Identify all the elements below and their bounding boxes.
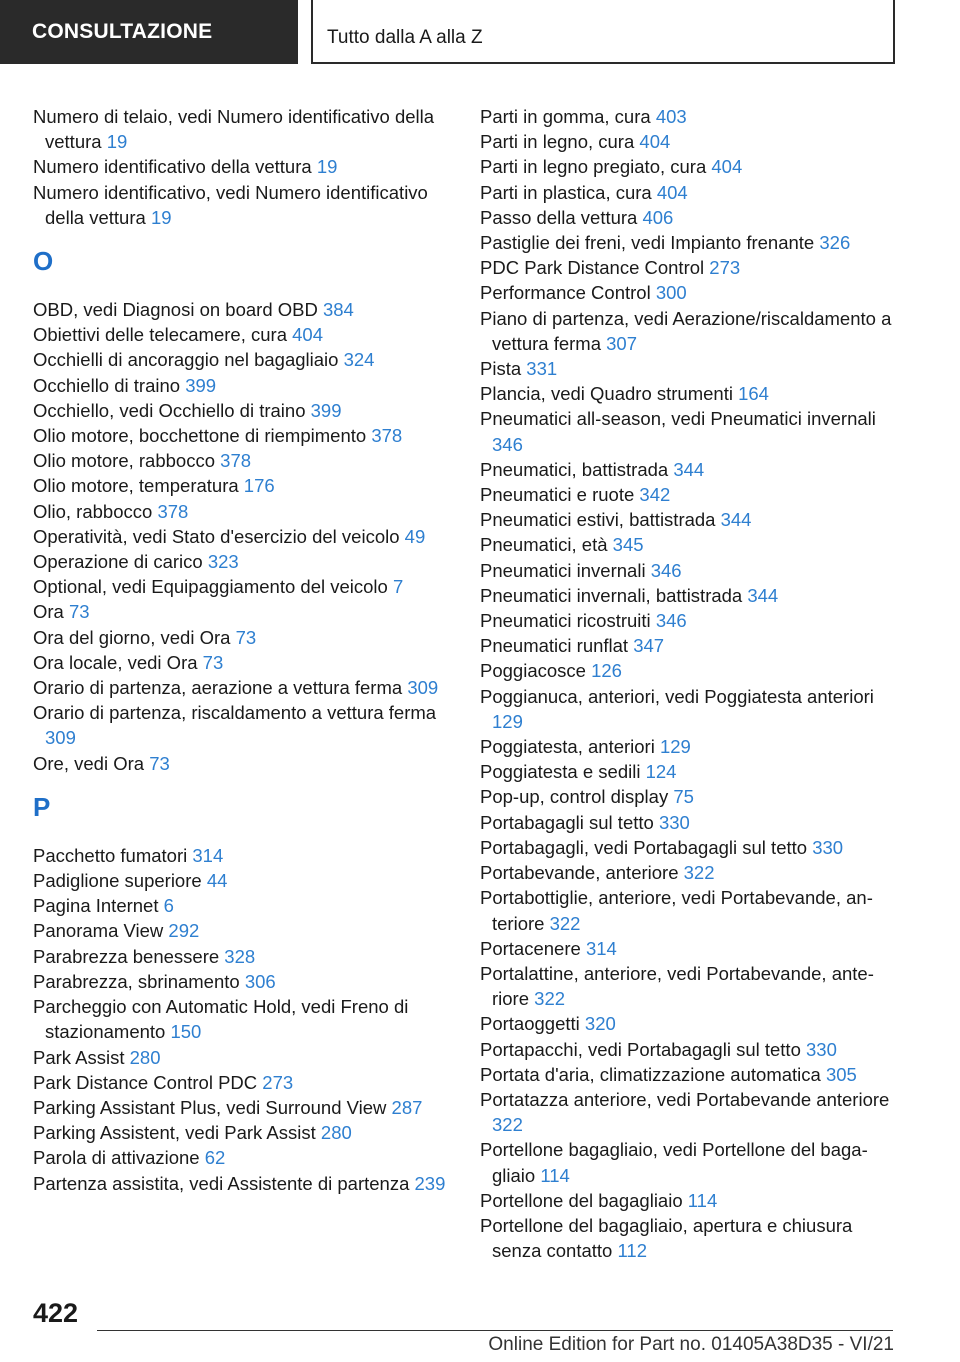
index-entry-text: Portellone bagagliaio, vedi Portellone del bagagliaio: [480, 1139, 868, 1186]
index-entry: [480, 936, 900, 961]
index-entry-text: PDC Park Distance Control: [480, 257, 705, 279]
index-entry-text: Panorama View: [33, 920, 164, 942]
index-entry: [480, 154, 900, 179]
index-entry: [480, 784, 900, 809]
page-reference-link[interactable]: 62: [204, 1147, 226, 1169]
page-reference-link[interactable]: 73: [68, 601, 90, 623]
index-entry-text: Partenza assistita, vedi Assistente di partenza: [33, 1172, 410, 1194]
page-reference-link[interactable]: 326: [819, 232, 851, 254]
index-entry: [33, 473, 453, 498]
page-reference-link[interactable]: 345: [612, 534, 644, 556]
index-entry: [480, 1137, 900, 1187]
index-entry-text: Optional, vedi Equipaggiamento del veicolo: [33, 576, 388, 598]
index-entry: [480, 532, 900, 557]
chapter-title: Tutto dalla A alla Z: [327, 27, 483, 48]
page-reference-link[interactable]: 126: [591, 660, 622, 682]
index-entry: [33, 1070, 453, 1095]
index-entry-text: Portalattine, anteriore, vedi Portabevande, anteriore: [480, 962, 874, 1010]
index-entry-text: Pneumatici invernali, battistrada: [480, 584, 743, 606]
index-entry: [480, 961, 900, 1011]
page-reference-link[interactable]: 378: [371, 425, 403, 447]
page-reference-link[interactable]: 150: [170, 1021, 202, 1043]
page-number: 422: [33, 1298, 79, 1328]
index-entry: [33, 1095, 453, 1120]
index-entry-text: Pop-up, control display: [480, 786, 669, 808]
index-entry: [480, 608, 900, 633]
index-entry-text: Olio motore, bocchettone di riempimento: [33, 425, 367, 447]
index-entry-text: Portaoggetti: [480, 1013, 580, 1035]
page-reference-link[interactable]: 75: [673, 786, 694, 808]
page-reference-link[interactable]: 73: [149, 752, 170, 774]
index-entry: [33, 1145, 453, 1170]
index-entry: [33, 549, 453, 574]
index-entry-text: Portabottiglie, anteriore, vedi Portabevande, anteriore: [480, 887, 873, 934]
index-entry: [480, 1213, 900, 1263]
index-entry-text: Pista: [480, 358, 522, 380]
index-entry-text: Portacenere: [480, 937, 581, 959]
page-reference-link[interactable]: 322: [549, 912, 581, 934]
page-reference-link[interactable]: 7: [392, 576, 404, 598]
index-entry-text: Occhiello di traino: [33, 374, 181, 396]
page-reference-link[interactable]: 404: [711, 156, 743, 178]
index-entry: [33, 154, 453, 179]
index-entry-text: Pneumatici ricostruiti: [480, 610, 651, 632]
index-entry-text: Parti in plastica, cura: [480, 181, 652, 203]
index-entry: [33, 893, 453, 918]
page-reference-link[interactable]: 342: [639, 484, 671, 506]
page-reference-link[interactable]: 330: [658, 811, 690, 833]
index-column-left: [33, 104, 453, 1196]
index-entry-text: Parabrezza, sbrinamento: [33, 970, 240, 992]
index-entry-text: Portellone del bagagliaio: [480, 1189, 683, 1211]
page-reference-link[interactable]: 403: [655, 106, 687, 127]
page-reference-link[interactable]: 344: [673, 458, 705, 480]
index-entry: [480, 684, 900, 734]
index-entry: [480, 507, 900, 532]
page-reference-link[interactable]: 324: [343, 349, 375, 371]
page-reference-link[interactable]: 322: [492, 1114, 523, 1136]
index-entry: [33, 944, 453, 969]
index-entry-text: Portellone del bagagliaio, apertura e chiusura senza contatto: [480, 1214, 853, 1262]
index-entry-text: Portabagagli, vedi Portabagagli sul tetto: [480, 836, 808, 858]
page-reference-link[interactable]: 44: [206, 870, 228, 892]
page-reference-link[interactable]: 344: [747, 584, 779, 606]
page-reference-link[interactable]: 384: [322, 299, 354, 321]
index-entry: [33, 574, 453, 599]
section-title: CONSULTAZIONE: [32, 20, 213, 43]
page-reference-link[interactable]: 314: [585, 937, 617, 959]
index-entry-text: Ora del giorno, vedi Ora: [33, 626, 231, 648]
page-reference-link[interactable]: 306: [244, 970, 276, 992]
index-entry-text: Parabrezza benessere: [33, 945, 220, 967]
page-reference-link[interactable]: 19: [316, 156, 338, 178]
chapter-header: [311, 0, 895, 64]
index-entry: [33, 625, 453, 650]
index-entry: [480, 759, 900, 784]
index-entry: [480, 1188, 900, 1213]
index-entry-text: Ore, vedi Ora: [33, 752, 145, 774]
page-reference-link[interactable]: 114: [540, 1164, 570, 1186]
index-entry: [480, 129, 900, 154]
footer-divider: [97, 1330, 893, 1331]
index-entry-text: Operatività, vedi Stato d'esercizio del veicolo: [33, 525, 400, 547]
index-entry-text: Parking Assistant Plus, vedi Surround View: [33, 1096, 387, 1118]
index-entry-text: Pneumatici all-season, vedi Pneumatici invernali: [480, 408, 876, 430]
index-entry: [33, 347, 453, 372]
page-reference-link[interactable]: 124: [645, 761, 677, 783]
index-entry-text: Olio motore, rabbocco: [33, 450, 216, 472]
index-entry-text: Orario di partenza, aerazione a vettura ferma: [33, 677, 403, 699]
index-entry: [480, 1087, 900, 1137]
index-entry: [33, 1045, 453, 1070]
index-entry-text: Portapacchi, vedi Portabagagli sul tetto: [480, 1038, 801, 1060]
index-entry-text: Pneumatici, battistrada: [480, 458, 669, 480]
page-reference-link[interactable]: 114: [687, 1189, 718, 1211]
page-reference-link[interactable]: 399: [310, 399, 342, 421]
index-entry-text: Numero identificativo della vettura: [33, 156, 312, 178]
page-reference-link[interactable]: 378: [157, 500, 189, 522]
index-entry: [480, 104, 900, 129]
index-entry-text: Olio motore, temperatura: [33, 475, 239, 497]
index-entry: [480, 1037, 900, 1062]
index-entry-text: Pneumatici e ruote: [480, 484, 635, 506]
index-entry-text: Pneumatici runflat: [480, 635, 629, 657]
index-entry-text: Plancia, vedi Quadro strumenti: [480, 383, 733, 405]
index-entry-text: Performance Control: [480, 282, 651, 304]
page-reference-link[interactable]: 287: [391, 1096, 423, 1118]
index-entry: [33, 524, 453, 549]
index-entry-text: Ora: [33, 601, 64, 623]
index-entry: [480, 255, 900, 280]
index-entry-text: Pastiglie dei freni, vedi Impianto frenante: [480, 232, 815, 254]
index-entry-text: Operazione di carico: [33, 551, 203, 573]
index-entry-text: Orario di partenza, riscaldamento a vettura ferma: [33, 702, 437, 724]
index-entry: [33, 751, 453, 776]
index-entry: [33, 180, 453, 230]
section-header: [0, 0, 298, 64]
index-entry: [480, 885, 900, 935]
page-reference-link[interactable]: 344: [720, 509, 752, 531]
index-entry: [480, 734, 900, 759]
index-entry: [480, 583, 900, 608]
index-entry-text: Portatazza anteriore, vedi Portabevande anteriore: [480, 1088, 890, 1110]
index-entry: [480, 230, 900, 255]
index-entry: [33, 918, 453, 943]
index-entry: [480, 1062, 900, 1087]
page-reference-link[interactable]: 406: [642, 206, 674, 228]
index-entry: [480, 860, 900, 885]
index-entry: [33, 599, 453, 624]
index-entry-text: Obiettivi delle telecamere, cura: [33, 324, 287, 346]
index-entry-text: Pagina Internet: [33, 895, 159, 917]
index-entry-text: Parti in gomma, cura: [480, 106, 651, 127]
page-reference-link[interactable]: 404: [656, 181, 688, 203]
page-reference-link[interactable]: 346: [650, 559, 682, 581]
page-reference-link[interactable]: 129: [492, 710, 523, 732]
page-reference-link[interactable]: 309: [407, 677, 439, 699]
index-entry-text: Occhiello, vedi Occhiello di traino: [33, 399, 306, 421]
index-entry-text: Pneumatici estivi, battistrada: [480, 509, 716, 531]
page-reference-link[interactable]: 399: [185, 374, 217, 396]
page-reference-link[interactable]: 176: [243, 475, 275, 497]
index-entry-text: Portabevande, anteriore: [480, 862, 679, 884]
page-reference-link[interactable]: 273: [709, 257, 741, 279]
index-letter-heading: P: [33, 791, 51, 822]
index-entry: [480, 810, 900, 835]
page-reference-link[interactable]: 73: [235, 626, 257, 648]
index-entry: [33, 650, 453, 675]
index-entry: [480, 280, 900, 305]
index-entry-text: Padiglione superiore: [33, 870, 202, 892]
index-entry-text: Park Distance Control PDC: [33, 1071, 258, 1093]
index-entry: [480, 658, 900, 683]
page-reference-link[interactable]: 280: [320, 1122, 352, 1144]
page-reference-link[interactable]: 331: [526, 358, 558, 380]
page-reference-link[interactable]: 314: [192, 844, 224, 866]
index-entry: [33, 423, 453, 448]
page-reference-link[interactable]: 346: [492, 433, 523, 455]
page-reference-link[interactable]: 404: [639, 131, 671, 153]
index-entry-text: Piano di partenza, vedi Aerazione/riscaldamento a vettura ferma: [480, 307, 892, 354]
index-entry: [33, 1120, 453, 1145]
index-entry-text: Poggianuca, anteriori, vedi Poggiatesta anteriori: [480, 685, 874, 707]
index-entry: [33, 373, 453, 398]
index-entry-text: Parti in legno pregiato, cura: [480, 156, 707, 178]
page-reference-link[interactable]: 404: [292, 324, 323, 346]
index-entry: [480, 306, 900, 356]
index-entry: [33, 700, 453, 750]
page-reference-link[interactable]: 322: [683, 862, 715, 884]
page-reference-link[interactable]: 322: [534, 988, 566, 1010]
index-entry: [33, 398, 453, 423]
page-reference-link[interactable]: 320: [584, 1013, 616, 1035]
index-entry: [480, 1011, 900, 1036]
index-entry: [33, 499, 453, 524]
page-reference-link[interactable]: 307: [606, 332, 638, 354]
page-reference-link[interactable]: 19: [150, 206, 172, 228]
index-entry: [33, 969, 453, 994]
index-entry: [33, 448, 453, 473]
index-entry-text: Parking Assistent, vedi Park Assist: [33, 1122, 316, 1144]
page-reference-link[interactable]: 330: [812, 836, 844, 858]
index-entry-text: Portabagagli sul tetto: [480, 811, 654, 833]
index-letter-heading: O: [33, 246, 54, 277]
index-entry-text: Park Assist: [33, 1046, 125, 1068]
page-reference-link[interactable]: 346: [655, 610, 687, 632]
index-entry: [480, 406, 900, 456]
page-reference-link[interactable]: 300: [655, 282, 687, 304]
page-reference-link[interactable]: 280: [129, 1046, 161, 1068]
index-entry-text: Numero identificativo, vedi Numero identificativo della vettura: [33, 181, 428, 228]
index-entry: [480, 457, 900, 482]
page-reference-link[interactable]: 112: [617, 1240, 647, 1262]
index-entry-text: Pacchetto fumatori: [33, 844, 188, 866]
index-entry: [480, 381, 900, 406]
page-reference-link[interactable]: 49: [404, 525, 426, 547]
footer-edition: Online Edition for Part no. 01405A38D35 - VI/21: [488, 1334, 894, 1355]
page-reference-link[interactable]: 347: [633, 635, 665, 657]
page-reference-link[interactable]: 330: [806, 1038, 837, 1060]
index-entry-text: Occhielli di ancoraggio nel bagagliaio: [33, 349, 339, 371]
index-entry-text: Poggiatesta e sedili: [480, 761, 641, 783]
page-reference-link[interactable]: 309: [45, 727, 76, 749]
page-reference-link[interactable]: 19: [106, 131, 128, 153]
index-entry: [480, 356, 900, 381]
index-entry-text: Parcheggio con Automatic Hold, vedi Freno di stazionamento: [33, 996, 409, 1043]
index-entry-text: Olio, rabbocco: [33, 500, 153, 522]
page-reference-link[interactable]: 292: [168, 920, 200, 942]
page-reference-link[interactable]: 323: [207, 551, 239, 573]
index-entry: [480, 835, 900, 860]
index-entry: [33, 322, 453, 347]
index-entry: [33, 675, 453, 700]
index-entry-text: Numero di telaio, vedi Numero identificativo della vettura: [33, 106, 435, 153]
index-entry: [480, 205, 900, 230]
index-column-right: [480, 104, 900, 1263]
page-reference-link[interactable]: 129: [659, 736, 691, 758]
index-entry: [33, 994, 453, 1044]
index-entry-text: Poggiatesta, anteriori: [480, 736, 655, 758]
index-entry: [33, 868, 453, 893]
index-entry: [33, 843, 453, 868]
index-entry: [480, 180, 900, 205]
page-reference-link[interactable]: 378: [220, 450, 252, 472]
index-entry-text: Ora locale, vedi Ora: [33, 651, 198, 673]
index-entry: [480, 558, 900, 583]
page-reference-link[interactable]: 239: [414, 1172, 446, 1194]
index-entry-text: Passo della vettura: [480, 206, 638, 228]
page-reference-link[interactable]: 328: [224, 945, 256, 967]
index-entry-text: Parti in legno, cura: [480, 131, 635, 153]
index-entry-text: Pneumatici invernali: [480, 559, 646, 581]
page-reference-link[interactable]: 73: [202, 651, 224, 673]
page-reference-link[interactable]: 6: [163, 895, 174, 917]
page-reference-link[interactable]: 273: [262, 1071, 294, 1093]
index-entry-text: Poggiacosce: [480, 660, 586, 682]
page-reference-link[interactable]: 164: [738, 383, 769, 405]
index-entry: [33, 104, 453, 154]
page-reference-link[interactable]: 305: [825, 1063, 857, 1085]
index-entry: [33, 297, 453, 322]
index-entry: [480, 633, 900, 658]
index-entry-text: OBD, vedi Diagnosi on board OBD: [33, 299, 318, 321]
index-entry: [480, 482, 900, 507]
index-entry-text: Parola di attivazione: [33, 1147, 200, 1169]
index-entry-text: Portata d'aria, climatizzazione automatica: [480, 1063, 821, 1085]
index-entry-text: Pneumatici, età: [480, 534, 608, 556]
index-entry: [33, 1171, 453, 1196]
